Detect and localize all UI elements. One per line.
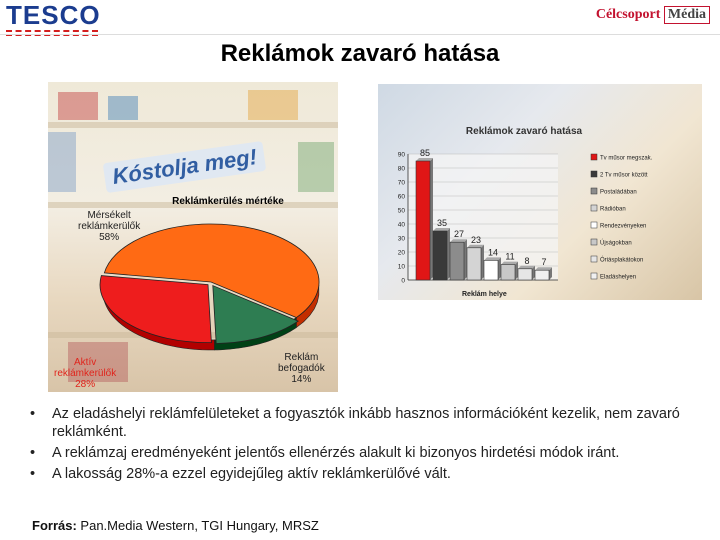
promo-sign: Kóstolja meg! bbox=[103, 141, 267, 193]
legend-label: 2 Tv műsor között bbox=[600, 172, 648, 179]
bar bbox=[433, 231, 447, 280]
bar bbox=[518, 269, 532, 280]
bar-legend bbox=[591, 154, 653, 281]
celcsoport-media-logo bbox=[596, 6, 710, 24]
bar bbox=[484, 260, 498, 280]
bar-side bbox=[464, 239, 467, 280]
bar bbox=[535, 270, 549, 280]
y-tick-label: 70 bbox=[397, 179, 405, 187]
product-box bbox=[48, 132, 76, 192]
shelf bbox=[48, 122, 338, 128]
legend-label: Óriásplakátokon bbox=[600, 257, 644, 264]
pie-label-line: 28% bbox=[75, 379, 96, 390]
bar-value-label: 23 bbox=[470, 234, 482, 245]
tesco-logo bbox=[6, 2, 101, 36]
pie-label-line: Mérsékelt bbox=[87, 210, 131, 221]
bar bbox=[416, 161, 430, 280]
y-tick-label: 0 bbox=[401, 277, 405, 285]
product-box bbox=[248, 90, 298, 120]
pie-slice bbox=[100, 276, 211, 343]
source-note bbox=[32, 518, 319, 533]
y-tick-label: 90 bbox=[397, 151, 405, 159]
legend-swatch bbox=[591, 188, 597, 194]
pie-label-moderate bbox=[78, 210, 140, 243]
bar-side bbox=[515, 262, 518, 280]
header-divider bbox=[0, 34, 720, 35]
tesco-logo-stripes bbox=[6, 30, 98, 36]
tesco-logo-text: TESCO bbox=[6, 0, 101, 30]
logo-media-part-b: Média bbox=[664, 6, 710, 24]
pie-label-receptive bbox=[278, 352, 325, 385]
y-tick-label: 20 bbox=[397, 249, 405, 257]
y-tick-label: 60 bbox=[397, 193, 405, 201]
pie-label-line: Reklám bbox=[284, 352, 319, 363]
pie-label-line: 14% bbox=[291, 374, 312, 385]
legend-swatch bbox=[591, 205, 597, 211]
pie-chart-title: Reklámkerülés mértéke bbox=[172, 196, 284, 207]
bar-top bbox=[484, 257, 501, 260]
legend-swatch bbox=[591, 273, 597, 279]
bullet-list bbox=[30, 405, 710, 486]
product-box bbox=[298, 142, 334, 192]
legend-label: Postaládában bbox=[600, 189, 637, 196]
bar bbox=[467, 248, 481, 280]
legend-label: Tv műsor megszak. bbox=[600, 155, 653, 162]
bar-chart bbox=[378, 84, 702, 300]
bar-side bbox=[481, 245, 484, 280]
logo-media-part-a: Célcsoport bbox=[595, 7, 661, 22]
bar bbox=[501, 265, 515, 280]
bullet-item: • A reklámzaj eredményeként jelentős ellenérzés alakult ki bizonyos hirdetési módok iránt. bbox=[30, 444, 710, 462]
pie-label-line: 58% bbox=[99, 232, 120, 243]
bar-value-label: 11 bbox=[505, 251, 515, 262]
bar-value-label: 14 bbox=[487, 247, 499, 258]
legend-swatch bbox=[591, 154, 597, 160]
legend-swatch bbox=[591, 222, 597, 228]
bar-value-label: 85 bbox=[419, 148, 431, 158]
pie-label-line: Aktív bbox=[74, 357, 97, 368]
page-title: Reklámok zavaró hatása bbox=[220, 40, 500, 67]
bar-value-label: 27 bbox=[453, 229, 465, 240]
bar-value-label: 8 bbox=[524, 255, 530, 266]
pie-label-active bbox=[54, 357, 116, 390]
bar-chart-xlabel: Reklám helye bbox=[462, 291, 507, 298]
bar bbox=[450, 242, 464, 280]
legend-swatch bbox=[591, 239, 597, 245]
pie-label-line: reklámkerülők bbox=[78, 221, 141, 232]
bar-value-label: 7 bbox=[541, 257, 547, 268]
bar-side bbox=[430, 158, 433, 280]
legend-swatch bbox=[591, 171, 597, 177]
product-box bbox=[108, 96, 138, 120]
bar-top bbox=[501, 262, 518, 265]
bar-side bbox=[498, 257, 501, 280]
pie-label-line: befogadók bbox=[278, 363, 325, 374]
source-text: Pan.Media Western, TGI Hungary, MRSZ bbox=[80, 518, 319, 533]
source-label: Forrás: bbox=[32, 518, 77, 533]
y-tick-label: 40 bbox=[397, 221, 405, 229]
bar-side bbox=[447, 228, 450, 280]
y-tick-label: 30 bbox=[397, 235, 405, 243]
legend-label: Rendezvényeken bbox=[600, 223, 647, 230]
bar-chart-title: Reklámok zavaró hatása bbox=[465, 126, 583, 137]
y-tick-label: 80 bbox=[397, 165, 405, 173]
bullet-item: • Az eladáshelyi reklámfelületeket a fogyasztók inkább hasznos információként kezelik, nem zavaró reklámként. bbox=[30, 405, 710, 441]
y-tick-label: 50 bbox=[397, 207, 405, 215]
pie-label-line: reklámkerülők bbox=[54, 368, 117, 379]
bullet-item: • A lakosság 28%-a ezzel egyidejűleg aktív reklámkerülővé vált. bbox=[30, 465, 710, 483]
legend-label: Újságokban bbox=[600, 240, 632, 247]
legend-label: Eladáshelyen bbox=[600, 274, 637, 281]
bar-value-label: 35 bbox=[436, 218, 448, 228]
y-tick-label: 10 bbox=[397, 263, 405, 271]
legend-label: Rádióban bbox=[600, 206, 626, 213]
product-box bbox=[58, 92, 98, 120]
legend-swatch bbox=[591, 256, 597, 262]
